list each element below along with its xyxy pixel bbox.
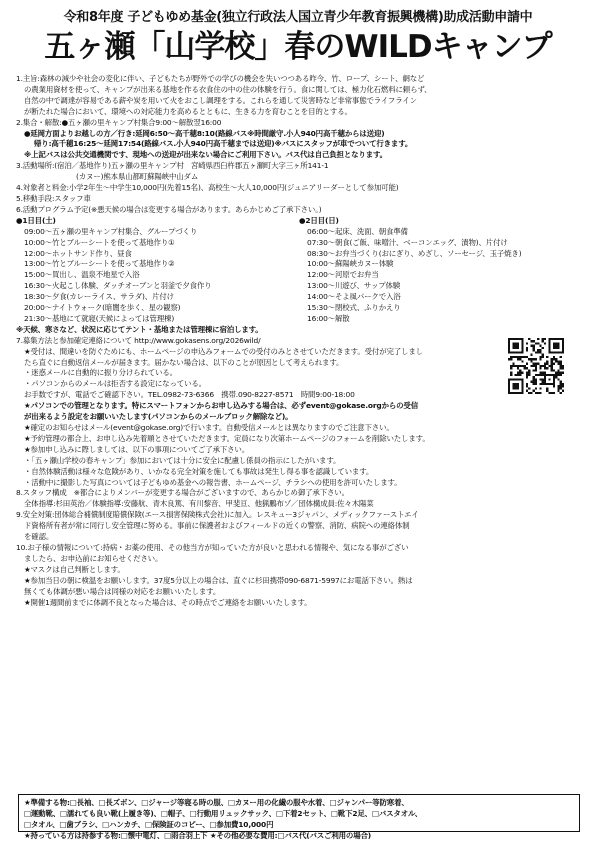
section-line: ★参加当日の朝に検温をお願いします。37度5分以上の場合は、直ぐに杉田携帯090-6871-5997にお電話下さい。熱は — [24, 575, 413, 585]
section-line: ★予約管理の都合上、お申し込み先着順とさせていただきます。定員になり次第ホームページのフォームを削除いたします。 — [24, 433, 430, 443]
section-line: 6.活動プログラム予定(※悪天候の場合は変更する場合があります。あらかじめご了承下さい。) — [16, 204, 322, 214]
section-line: ド資格所有者が常に同行し安全管理に努める。事前に保護者およびフィールドの近くの警察、消防、病院への連絡体制 — [24, 521, 410, 531]
section-line: 2.集合・解散:●五ヶ瀬の里キャンプ村集合9:00～解散翌16:00 — [16, 117, 222, 127]
section-line: 9.安全対策:団体総合補償制度賠償保険(エース損害保険株式会社)に加入。レスキュー3ジャパン、メディックファーストエイ — [16, 510, 419, 520]
schedule-note: ※天候、寒さなど、状況に応じてテント・基地または管理棟に宿泊します。 — [16, 324, 263, 334]
schedule-day1-item-line: 16:30～火起こし体験、ダッチオーブンと羽釜で夕食作り — [24, 281, 212, 291]
section-line: 3.活動場所:(宿泊／基地作り)五ヶ瀬の里キャンプ村 宮崎県西臼杵郡五ヶ瀬町大字三ヶ所141-1 — [16, 161, 329, 171]
section-line: 帰り:高千穂16:25～延岡17:54(路線バス.小人940円高千穂までは送迎)※バスにスタッフが車でついて行きます。 — [34, 139, 413, 149]
schedule-day1-item-line: 21:30～基地にて就寝(天候によっては管理棟) — [24, 313, 175, 323]
section-line: ★開催1週間前までに体調不良となった場合は、その時点でご連絡をお願いいたします。 — [24, 597, 312, 607]
section-line: ★参加申し込みに際しましては、以下の事項についてご了承下さい。 — [24, 444, 249, 454]
section-line: たら直ぐに自動返信メールが届きます。届かない場合は、以下のことが原因として考えられます。 — [24, 357, 344, 367]
section-line: ★確定のお知らせはメール(event@gokase.org)で行います。自動受信メールとは異なりますのでご注意下さい。 — [24, 423, 394, 432]
items-line: □タオル、□歯ブラシ、□ハンカチ、□保険証のコピー、□参加費10,000円 — [24, 820, 274, 829]
section-line: ・パソコンからのメールは拒否する設定になっている。 — [24, 379, 206, 389]
schedule-day1-title: ●1日目(土) — [16, 215, 56, 225]
schedule-day1-item-line: 13:00～竹とブルーシートを使って基地作り② — [24, 259, 175, 269]
section-line: 4.対象者と料金:小学2年生～中学生10,000円(先着15名)、高校生～大人10,000円(ジュニアリーダーとして参加可能) — [16, 183, 399, 193]
schedule-day1-item-line: 18:30～夕食(カレーライス、サラダ)、片付け — [24, 292, 174, 302]
schedule-day2-title: ●2日目(日) — [299, 215, 339, 225]
section-line: 5.移動手段:スタッフ車 — [16, 193, 91, 203]
section-line: ★受付は、間違いを防ぐためにも、ホームページの申込みフォームでの受付のみとさせていただきます。受付が完了しまし — [24, 346, 423, 356]
section-line: 7.募集方法と参加確定連絡について http://www.gokasens.org/2026wild/ — [16, 335, 261, 345]
section-line: ★マスクは自己判断とします。 — [24, 564, 125, 574]
section-line: が出来るよう設定をお願いいたします(パソコンからのメールブロック解除など)。 — [24, 412, 293, 422]
section-line: の農業用資材を使って、キャンプが出来る基地を作る衣食住の中の住の体験を行う。食に関しては、極力化石燃料に頼らず、 — [24, 84, 432, 94]
schedule-day2 — [299, 216, 582, 325]
section-line: 8.スタッフ構成 ※都合によりメンバーが変更する場合がございますので、あらかじめ御了承下さい。 — [16, 488, 349, 498]
items-line: ★準備する物:□長袖、□長ズボン、□ジャージ等寝る時の服、□カヌー用の化繊の服や水着、□ジャンパー等防寒着、 — [24, 798, 409, 807]
schedule — [16, 216, 582, 325]
section-line: お手数ですが、電話でご確認下さい。TEL.0982-73-6366 携帯.090-8227-8571 時間9:00-18:00 — [24, 390, 355, 400]
schedule-day2-item-line: 15:30～閉校式、ふりかえり — [307, 303, 401, 313]
section-line: が断たれた場合において、環境への対応能力を高めるとともに、生きる力を育むことを目的とする。 — [24, 106, 352, 116]
funding-notice: 令和8年度 子どもゆめ基金(独立行政法人国立青少年教育振興機構)助成活動申請中 — [63, 10, 533, 25]
schedule-day1-item-line: 20:00～ナイトウォーク(暗闇を歩く、星の観察) — [24, 303, 181, 313]
schedule-day2-item-line: 10:00～蘇陽峡カヌー体験 — [307, 259, 394, 269]
items-line: ★持っている方は持参する物:□懐中電灯、□雨合羽上下 ★その他必要な費用:□バス代(バスご利用の場合) — [24, 831, 372, 840]
sections-upper — [16, 74, 582, 216]
section-line: ・自然体験活動は様々な危険があり、いかなる完全対策を施しても事故は発生し得る事を認識しています。 — [24, 466, 374, 476]
section-line: ※上記バスは公共交通機関です、現地への送迎が出来ない場合にご利用下さい。バス代は自己負担となります。 — [24, 150, 387, 160]
section-line: 1.主旨:森林の減少や社会の変化に伴い、子どもたちが野外での学びの機会を失いつつある昨今、竹、ロープ、シート、網など — [16, 74, 425, 83]
schedule-day1-item-line: 15:00～買出し、温泉不地星で入浴 — [24, 270, 140, 280]
schedule-day2-item-line: 14:00～そよ風パークで入浴 — [307, 292, 401, 302]
qr-code-icon[interactable] — [508, 338, 564, 394]
section-line: ●延岡方面よりお越しの方／行き:延岡6:50～高千穂8:10(路線バス※時間厳守.小人940円高千穂からは送迎) — [24, 128, 385, 138]
flyer-body — [16, 74, 582, 608]
section-line: 自然の中で調達が容易である薪や炭を用いて火をおこし調理をする。これらを通して災害時など非常事態でライフライン — [24, 95, 417, 105]
section-line: 無くても体調が悪い場合は同様の対応をお願いいたします。 — [24, 586, 221, 596]
section-line: ・迷惑メールに自動的に振り分けられている。 — [24, 368, 177, 378]
schedule-day1-item-line: 10:00～竹とブルーシートを使って基地作り① — [24, 237, 175, 247]
section-line: ・「五ヶ瀬山学校の春キャンプ」参加においては十分に安全に配慮し係員の指示にしたがいます。 — [24, 455, 341, 465]
schedule-day2-item-line: 07:30～朝食(ご飯、味噌汁、ベーコンエッグ、漬物)、片付け — [307, 237, 508, 247]
schedule-day2-item-line: 13:00～川遊び、サップ体験 — [307, 281, 401, 291]
items-line: □運動靴、□濡れても良い靴(上履き等)、□帽子、□行動用リュックサック、□下着2セット、□靴下2足、□バスタオル、 — [24, 809, 422, 818]
section-line: (カヌー)熊本県山都町蘇陽峡中山ダム — [76, 172, 199, 182]
schedule-day1-item-line: 09:00～五ヶ瀬の里キャンプ村集合、グループづくり — [24, 226, 198, 236]
schedule-day2-item-line: 12:00～河原でお弁当 — [307, 270, 379, 280]
sections-lower — [16, 336, 582, 609]
section-line: 全体指導:杉田英治／体験指導:安藤航、青木良篤、有川黎音、甲斐亘、他猟鵬布ゾ／団体構成員:佐々木陽菜 — [24, 499, 374, 509]
schedule-day2-item-line: 16:00～解散 — [307, 313, 350, 323]
section-line: ★パソコンでの管理となります。特にスマートフォンからお申し込みする場合は、必ずevent@gokase.orgからの受信 — [24, 401, 419, 411]
schedule-day2-item-line: 06:00～起床、洗面、朝食準備 — [307, 226, 408, 236]
items-box — [18, 794, 580, 840]
section-line: ・活動中に撮影した写真については子どもゆめ基金への報告書、ホームページ、チラシへの使用を許可いたします。 — [24, 477, 402, 487]
section-line: を確認。 — [24, 532, 54, 542]
schedule-day1 — [16, 216, 299, 325]
schedule-day1-item-line: 12:00～ホットサンド作り、昼食 — [24, 248, 132, 258]
section-line: 10.お子様の情報について:持病・お薬の使用、その他当方が知っていた方が良いと思われる情報や、気になる事がござい — [16, 542, 409, 552]
schedule-day2-item-line: 08:30～お弁当づくり(おにぎり、めざし、ソーセージ、玉子焼き) — [307, 248, 522, 258]
section-line: ましたら、お申込前にお知らせください。 — [24, 553, 163, 563]
page-title: 五ヶ瀬「山学校」春のWILDキャンプ — [44, 29, 552, 65]
